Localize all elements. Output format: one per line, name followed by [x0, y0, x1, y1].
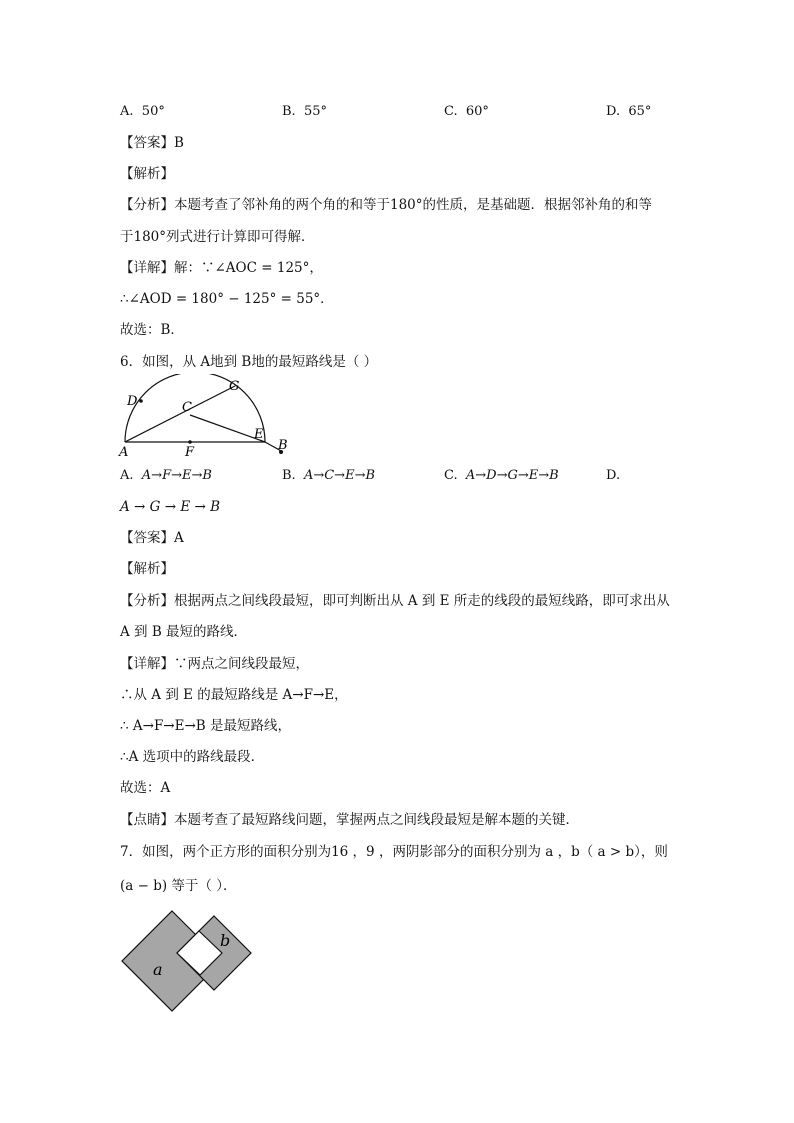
q7-question-line2: (a − b) 等于（ ）．	[120, 878, 237, 894]
q6-analysis-heading: 【解析】	[120, 561, 174, 577]
label-a: A	[119, 445, 129, 460]
q6-detail-line3: ∴ A→F→E→B 是最短路线，	[120, 718, 291, 734]
q6-comment: 【点睛】本题考查了最短路线问题，掌握两点之间线段最短是解本题的关键．	[120, 812, 579, 828]
q5-option-a: A. 50°	[120, 104, 165, 119]
q5-answer: 【答案】B	[120, 135, 184, 151]
q6-detail-line1: 【详解】∵两点之间线段最短，	[120, 656, 309, 672]
label-b-area: b	[220, 931, 231, 950]
q6-analysis-line1: 【分析】根据两点之间线段最短，即可判断出从 A 到 E 所走的线段的最短线路，即可求出从	[120, 593, 670, 609]
q7-figure	[115, 905, 260, 1015]
q6-detail-line2: ∴从 A 到 E 的最短路线是 A→F→E，	[120, 687, 348, 703]
q6-option-d: D.	[606, 468, 621, 483]
label-c: C	[182, 400, 192, 415]
q6-choose: 故选：A	[120, 780, 171, 796]
q6-analysis-line2: A 到 B 最短的路线．	[120, 624, 248, 640]
q5-option-d: D. 65°	[606, 104, 652, 119]
q5-analysis-heading: 【解析】	[120, 166, 174, 182]
label-b: B	[278, 438, 288, 453]
q5-detail-line2: ∴∠AOD = 180° − 125° = 55°．	[120, 291, 334, 307]
label-e: E	[254, 427, 264, 442]
q5-analysis-line1: 【分析】本题考查了邻补角的两个角的和等于180°的性质，是基础题．根据邻补角的和等	[120, 197, 653, 213]
q6-question: 6．如图，从 A地到 B地的最短路线是（ ）	[120, 354, 378, 370]
q5-choose: 故选：B．	[120, 322, 184, 338]
q6-detail-line4: ∴A 选项中的路线最段．	[120, 749, 265, 765]
q5-analysis-line2: 于180°列式进行计算即可得解．	[120, 229, 315, 245]
q6-option-a: A. A→F→E→B	[120, 468, 212, 483]
point-d	[139, 399, 143, 403]
point-f	[188, 440, 192, 444]
q6-answer: 【答案】A	[120, 530, 184, 546]
label-g: G	[229, 379, 240, 394]
q6-option-b: B. A→C→E→B	[282, 468, 376, 483]
label-a-area: a	[153, 960, 163, 979]
line-a-g	[125, 386, 235, 442]
q7-question-line1: 7．如图，两个正方形的面积分别为16 ，9 ，两阴影部分的面积分别为 a ，b（ a > b），则	[120, 844, 668, 860]
q5-detail-line1: 【详解】解：∵∠AOC = 125°，	[120, 260, 323, 276]
q6-figure	[115, 374, 300, 464]
label-d: D	[127, 394, 138, 409]
q5-option-b: B. 55°	[282, 104, 327, 119]
q5-option-c: C. 60°	[444, 104, 489, 119]
label-f: F	[185, 445, 195, 460]
q6-option-c: C. A→D→G→E→B	[444, 468, 559, 483]
q6-option-d-text: A → G → E → B	[120, 499, 220, 515]
